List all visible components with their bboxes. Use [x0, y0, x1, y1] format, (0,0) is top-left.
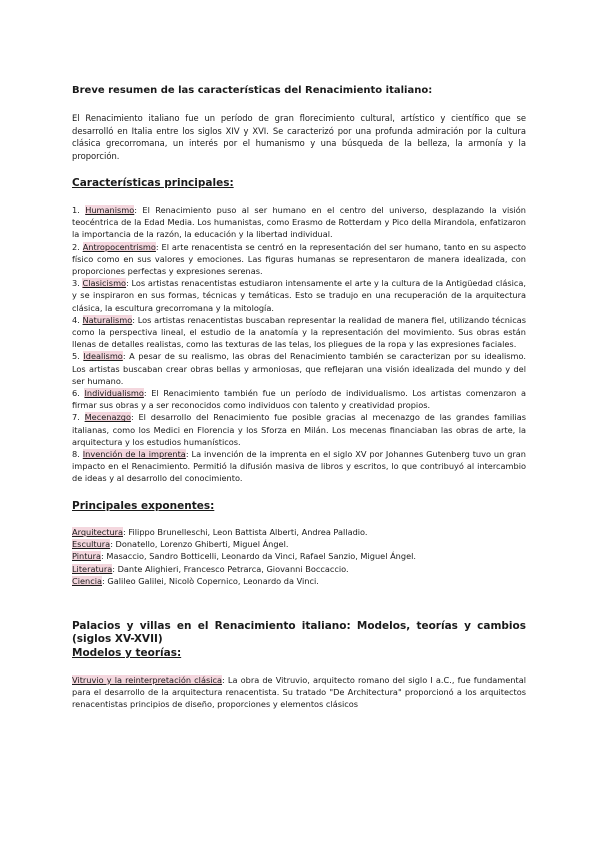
section2-heading: Palacios y villas en el Renacimiento italiano: Modelos, teorías y cambios (siglos XV-XVII) — [72, 619, 526, 646]
item-text: : Masaccio, Sandro Botticelli, Leonardo da Vinci, Rafael Sanzio, Miguel Ángel. — [101, 551, 416, 562]
item-text: : El arte renacentista se centró en la representación del ser humano, tanto en su aspecto físico como en sus valores y emociones. Las figuras humanas se representaron de manera idealizada, con proporciones perfectas y expresiones serenas. — [72, 241, 526, 277]
item-number: 6. — [72, 388, 85, 399]
exponents-heading: Principales exponentes: — [72, 499, 215, 512]
item-number: 3. — [72, 278, 83, 289]
list-item — [72, 563, 526, 575]
item-text: : Donatello, Lorenzo Ghiberti, Miguel Ángel. — [110, 539, 289, 550]
highlighted-term: Literatura — [72, 563, 113, 574]
list-item — [72, 314, 526, 351]
characteristics-heading: Características principales: — [72, 177, 234, 189]
item-text: : El desarrollo del Renacimiento fue posible gracias al mecenazgo de las grandes familias italianas, como los Medici en Florencia y los Sforza en Milán. Los mecenas financiaban las obras de arte, la arquitectura y los estudios humanísticos. — [72, 412, 527, 447]
item-number: 7. — [72, 412, 85, 423]
highlighted-term: Antropocentrismo — [82, 241, 156, 252]
exponents-list — [72, 526, 526, 588]
highlighted-term: Humanismo — [85, 205, 135, 215]
item-text: : Dante Alighieri, Francesco Petrarca, Giovanni Boccaccio. — [112, 563, 349, 574]
highlighted-term: Idealismo — [83, 351, 123, 362]
highlighted-term: Individualismo — [84, 388, 144, 399]
list-item — [72, 575, 526, 587]
item-number: 4. — [72, 314, 83, 325]
list-item — [72, 387, 526, 411]
characteristics-list — [72, 204, 526, 485]
item-number: 8. — [72, 449, 83, 460]
list-item — [72, 448, 526, 485]
highlighted-term: Invención de la imprenta — [82, 449, 186, 460]
item-number: 5. — [72, 351, 84, 362]
highlighted-term: Mecenazgo — [84, 412, 131, 423]
section2-paragraph — [72, 674, 526, 711]
highlighted-term: Naturalismo — [82, 314, 133, 325]
highlighted-term: Pintura — [72, 551, 102, 562]
highlighted-term: Vitruvio y la reinterpretación clásica — [72, 674, 223, 685]
highlighted-term: Ciencia — [72, 576, 103, 587]
paragraph-text: : La obra de Vitruvio, arquitecto romano del siglo I a.C., fue fundamental para el desarrollo de la arquitectura renacentista. Su tratado "De Architectura" proporcionó a los arquitectos renacentistas principios de diseño, proporciones y elementos clásicos — [72, 674, 526, 710]
list-item — [72, 204, 526, 241]
list-item — [72, 550, 526, 562]
list-item — [72, 241, 526, 278]
list-item — [72, 277, 526, 314]
item-number: 2. — [72, 241, 83, 252]
item-text: : La invención de la imprenta en el siglo XV por Johannes Gutenberg tuvo un gran impacto en el Renacimiento. Permitió la difusión masiva de libros y escritos, lo que contribuyó al intercambio de ideas y al desarrollo del conocimiento. — [72, 449, 526, 484]
section2-subheading: Modelos y teorías: — [72, 646, 182, 659]
list-item — [72, 526, 526, 538]
intro-paragraph: El Renacimiento italiano fue un período de gran florecimiento cultural, artístico y científico que se desarrolló en Italia entre los siglos XIV y XVI. Se caracterizó por una profunda admiración por la cultura clásica grecorromana, un interés por el humanismo y una búsqueda de la belleza, la armonía y la proporción. — [72, 113, 526, 161]
highlighted-term: Arquitectura — [72, 526, 124, 537]
item-text: : A pesar de su realismo, las obras del Renacimiento también se caracterizan por su idealismo. Los artistas buscaban crear obras bellas y armoniosas, que reflejaran una visión idealizada del mundo y del ser humano. — [72, 351, 526, 386]
item-text: : Filippo Brunelleschi, Leon Battista Alberti, Andrea Palladio. — [123, 526, 368, 537]
item-text: : Galileo Galilei, Nicolò Copernico, Leonardo da Vinci. — [102, 576, 319, 587]
item-text: : Los artistas renacentistas estudiaron intensamente el arte y la cultura de la Antigüedad clásica, y se inspiraron en sus formas, técnicas y temáticas. Esto se tradujo en una recuperación de la arquitectura clásica, la escultura grecorromana y la mitología. — [72, 278, 526, 313]
item-text: : Los artistas renacentistas buscaban representar la realidad de manera fiel, utilizando técnicas como la perspectiva lineal, el estudio de la anatomía y la representación del movimiento. Sus obras están llenas de detalles realistas, como las texturas de las telas, los pliegues de la ropa y las expresiones faciales. — [72, 314, 526, 350]
document-body — [72, 84, 526, 710]
item-text: : El Renacimiento puso al ser humano en el centro del universo, desplazando la visión teocéntrica de la Edad Media. Los humanistas, como Erasmo de Rotterdam y Pico della Mirandola, enfatizaron la importancia de la razón, la educación y la libertad individual. — [72, 205, 526, 240]
list-item — [72, 411, 526, 448]
highlighted-term: Clasicismo — [82, 278, 127, 289]
highlighted-term: Escultura — [72, 539, 111, 550]
item-number: 1. — [72, 205, 86, 215]
document-title: Breve resumen de las características del Renacimiento italiano: — [72, 85, 433, 96]
list-item — [72, 350, 526, 387]
list-item — [72, 538, 526, 550]
item-text: : El Renacimiento también fue un período de individualismo. Los artistas comenzaron a firmar sus obras y a ser reconocidos como individuos con talento y creatividad propios. — [72, 388, 527, 411]
